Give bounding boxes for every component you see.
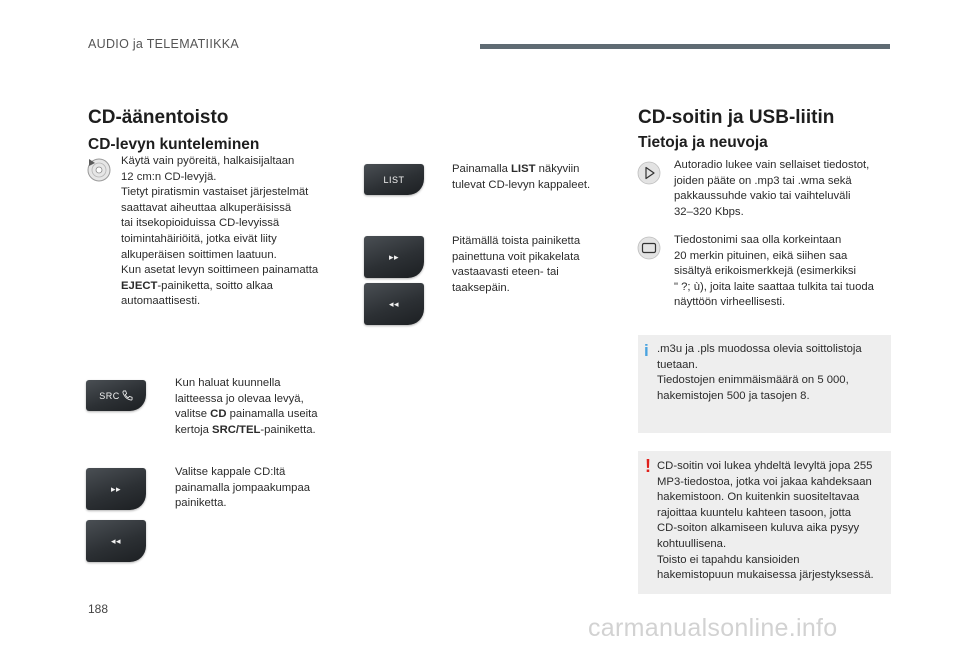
src-instructions: Kun haluat kuunnella laitteessa jo olevaa levyä, valitse CD painamalla useita kertoja SRC/TEL-painiketta. <box>175 377 318 436</box>
phone-icon <box>122 390 133 401</box>
next-icon: ▸▸ <box>110 483 122 494</box>
left-subtitle: CD-levyn kunteleminen <box>88 136 260 153</box>
previous-track-button <box>86 520 146 562</box>
cd-disc-icon <box>86 157 112 183</box>
rewind-button <box>364 283 424 325</box>
filename-info: Tiedostonimi saa olla korkeintaan 20 merkin pituinen, eikä siihen saa sisältyä erikoismerkkejä (esimerkiksi " ?; ù), joita laite saattaa tulkita tai tuoda näyttöön virheellisesti. <box>674 234 874 309</box>
list-instructions: Painamalla LIST näkyviin tulevat CD-levyn kappaleet. <box>452 163 591 191</box>
hold-instructions: Pitämällä toista painiketta painettuna voit pikakelata vastaavasti eteen- tai taaksepäin. <box>452 235 581 294</box>
left-title: CD-äänentoisto <box>88 107 229 128</box>
select-track-instructions: Valitse kappale CD:ltä painamalla jompaakumpaa painiketta. <box>175 466 311 510</box>
watermark: carmanualsonline.info <box>588 614 838 642</box>
right-subtitle: Tietoja ja neuvoja <box>638 134 768 151</box>
warning-marker-icon: ! <box>645 456 651 476</box>
list-button: LIST <box>364 164 424 195</box>
header-bar <box>480 44 890 49</box>
info-marker-icon: i <box>644 341 649 360</box>
fast-forward-icon: ▸▸ <box>388 251 400 262</box>
disc-instructions: Käytä vain pyöreitä, halkaisijaltaan 12 cm:n CD-levyjä. Tietyt piratismin vastaiset järjestelmät saattavat aiheuttaa alkuperäisissä tai itsekopioiduissa CD-levyissä toimintahäiriöitä, jotka eivät liity alkuperäisen soittimen laatuun. Kun asetat levyn soittimeen painamatta EJECT-painiketta, soitto alkaa automaattisesti. <box>121 155 319 308</box>
page-number: 188 <box>88 602 109 616</box>
right-title: CD-soitin ja USB-liitin <box>638 107 835 128</box>
playlist-note-text: .m3u ja .pls muodossa olevia soittolistoja tuetaan. Tiedostojen enimmäismäärä on 5 000, hakemistojen 500 ja tasojen 8. <box>657 343 862 402</box>
display-icon <box>637 236 661 260</box>
previous-icon: ◂◂ <box>110 535 122 546</box>
section-header: AUDIO ja TELEMATIIKKA <box>88 37 240 51</box>
play-icon <box>637 161 661 185</box>
cd-warning-text: CD-soitin voi lukea yhdeltä levyltä jopa 255 MP3-tiedostoa, jotka voi jakaa kahdeksaan hakemistoon. On kuitenkin suositeltavaa rajoittaa kuuntelu kahteen tasoon, jotta CD-soiton alkamiseen kuluva aika pysyy kohtuullisena. Toisto ei tapahdu kansioiden hakemistopuun mukaisessa järjestyksessä. <box>657 460 874 582</box>
fast-forward-button <box>364 236 424 278</box>
src-tel-button: SRC <box>86 380 146 411</box>
rewind-icon: ◂◂ <box>388 298 400 309</box>
file-format-info: Autoradio lukee vain sellaiset tiedostot, joiden pääte on .mp3 tai .wma sekä pakkaussuhde vakio tai vaihteluväli 32–320 Kbps. <box>674 159 870 218</box>
next-track-button <box>86 468 146 510</box>
